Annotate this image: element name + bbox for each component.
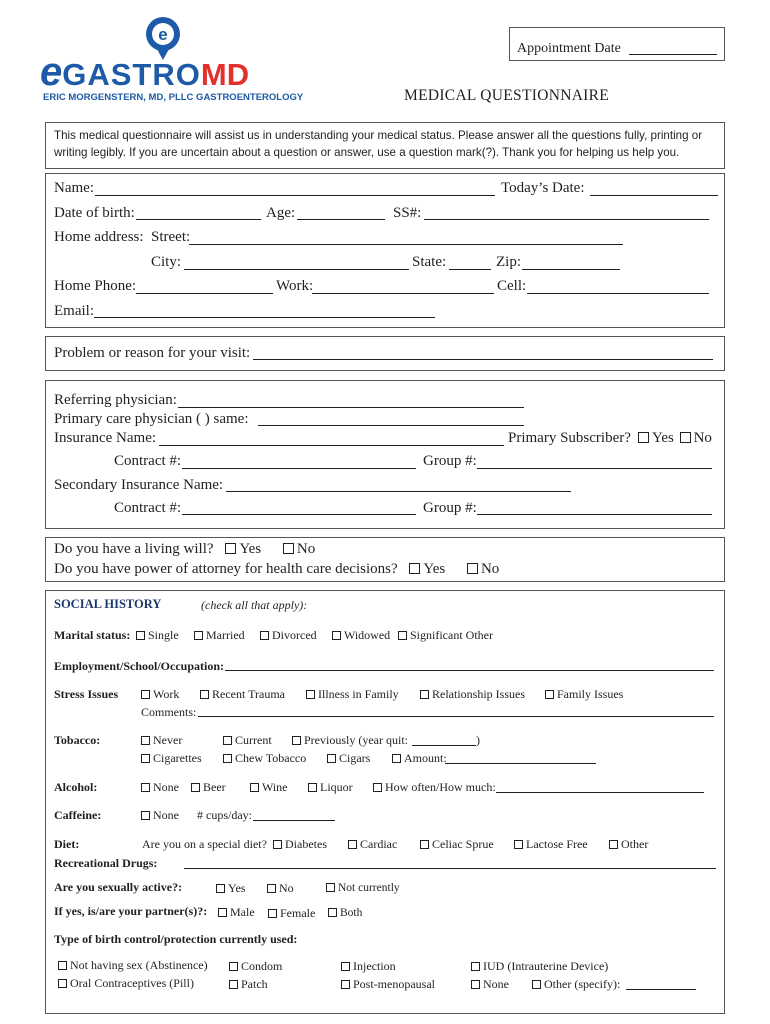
visit-box (45, 336, 725, 371)
birth-injection-checkbox[interactable] (341, 962, 350, 971)
name-label: Name: (54, 180, 94, 196)
tobacco-cigarettes-label: Cigarettes (153, 751, 202, 765)
alcohol-beer-label: Beer (203, 780, 226, 794)
living-will-yes-label: Yes (239, 541, 262, 557)
birth-other-label: Other (specify): (544, 977, 621, 991)
living-will-no-label: No (296, 541, 316, 557)
birth-injection-label: Injection (353, 959, 396, 973)
marital-label: Marital status: (54, 628, 131, 642)
alcohol-wine-checkbox[interactable] (250, 783, 259, 792)
birth-iud-label: IUD (Intrauterine Device) (483, 959, 609, 973)
sexual-not-currently-checkbox[interactable] (326, 883, 335, 892)
logo-gastro: GASTRO (62, 57, 201, 92)
email-field[interactable] (94, 317, 435, 318)
sexual-no-label: No (279, 881, 294, 895)
partner-label: If yes, is/are your partner(s)?: (54, 904, 208, 918)
contract2-label: Contract #: (114, 500, 182, 516)
diet-diabetes-checkbox[interactable] (273, 840, 282, 849)
tobacco-year-close: ) (476, 733, 480, 747)
dob-field[interactable] (136, 219, 261, 220)
alcohol-none-label: None (153, 780, 179, 794)
tobacco-chew-label: Chew Tobacco (235, 751, 307, 765)
marital-widowed-checkbox[interactable] (332, 631, 341, 640)
street-label: Street: (151, 229, 191, 245)
diet-celiac-label: Celiac Sprue (432, 837, 494, 851)
alcohol-label: Alcohol: (54, 780, 98, 794)
comments-label: Comments: (141, 705, 197, 719)
page-title: MEDICAL QUESTIONNAIRE (404, 87, 610, 104)
stress-illness-label: Illness in Family (318, 687, 399, 701)
home-phone-label: Home Phone: (54, 278, 137, 294)
alcohol-liquor-checkbox[interactable] (308, 783, 317, 792)
birth-pill-checkbox[interactable] (58, 979, 67, 988)
logo-subtitle: ERIC MORGENSTERN, MD, PLLC GASTROENTEROLOGY (43, 92, 304, 103)
insurance-box (45, 380, 725, 529)
city-label: City: (151, 254, 182, 270)
partner-male-label: Male (230, 905, 255, 919)
marital-married-label: Married (206, 628, 245, 642)
state-field[interactable] (449, 269, 491, 270)
alcohol-how-field[interactable] (496, 792, 704, 793)
logo (40, 12, 304, 107)
birth-post-menopausal-label: Post-menopausal (353, 977, 435, 991)
group-field[interactable] (477, 468, 712, 469)
todays-date-field[interactable] (590, 195, 718, 196)
stress-label: Stress Issues (54, 687, 119, 701)
logo-e: e (40, 50, 63, 94)
appointment-date-field[interactable] (629, 54, 717, 55)
ss-label: SS#: (393, 205, 422, 221)
contract2-field[interactable] (182, 514, 416, 515)
birth-none-label: None (483, 977, 509, 991)
partner-female-checkbox[interactable] (268, 909, 277, 918)
diet-lactose-checkbox[interactable] (514, 840, 523, 849)
diet-cardiac-label: Cardiac (360, 837, 398, 851)
living-will-label: Do you have a living will? (54, 541, 214, 557)
legal-box (45, 537, 725, 582)
primary-subscriber-label: Primary Subscriber? (508, 430, 631, 446)
primary-care-field[interactable] (258, 425, 524, 426)
stress-relationship-checkbox[interactable] (420, 690, 429, 699)
tobacco-never-label: Never (153, 733, 183, 747)
name-field[interactable] (95, 195, 495, 196)
intro-box (45, 122, 725, 169)
stress-trauma-label: Recent Trauma (212, 687, 285, 701)
birth-condom-checkbox[interactable] (229, 962, 238, 971)
caffeine-none-label: None (153, 808, 179, 822)
secondary-insurance-label: Secondary Insurance Name: (54, 477, 224, 493)
poa-label: Do you have power of attorney for health care decisions? (54, 561, 398, 577)
stress-work-label: Work (153, 687, 180, 701)
insurance-name-label: Insurance Name: (54, 430, 157, 446)
tobacco-never-checkbox[interactable] (141, 736, 150, 745)
birth-iud-checkbox[interactable] (471, 962, 480, 971)
birth-control-label: Type of birth control/protection currently used: (54, 932, 298, 946)
sexually-active-label: Are you sexually active?: (54, 880, 183, 894)
marital-significant-other-checkbox[interactable] (398, 631, 407, 640)
social-history-box (45, 590, 725, 1014)
sexual-not-currently-label: Not currently (338, 882, 400, 894)
stress-family-checkbox[interactable] (545, 690, 554, 699)
problem-field[interactable] (253, 359, 713, 360)
alcohol-how-label: How often/How much: (385, 780, 496, 794)
birth-post-menopausal-checkbox[interactable] (341, 980, 350, 989)
stress-work-checkbox[interactable] (141, 690, 150, 699)
diet-label: Diet: (54, 837, 80, 851)
tobacco-label: Tobacco: (54, 733, 101, 747)
tobacco-amount-label: Amount: (404, 751, 447, 765)
cell-phone-field[interactable] (527, 293, 709, 294)
logo-md: MD (200, 57, 250, 92)
birth-patch-label: Patch (241, 977, 268, 991)
caffeine-cups-label: # cups/day: (197, 808, 252, 822)
birth-abstinence-checkbox[interactable] (58, 961, 67, 970)
work-phone-field[interactable] (312, 293, 494, 294)
living-will-yes-checkbox[interactable] (225, 543, 236, 554)
tobacco-amount-field[interactable] (445, 763, 596, 764)
diet-celiac-checkbox[interactable] (420, 840, 429, 849)
appointment-date-label: Appointment Date (517, 41, 621, 56)
ss-field[interactable] (424, 219, 709, 220)
primary-care-label: Primary care physician ( ) same: (54, 411, 249, 427)
dob-label: Date of birth: (54, 205, 135, 221)
caffeine-label: Caffeine: (54, 808, 102, 822)
alcohol-none-checkbox[interactable] (141, 783, 150, 792)
tobacco-chew-checkbox[interactable] (223, 754, 232, 763)
alcohol-liquor-label: Liquor (320, 780, 353, 794)
todays-date-label: Today’s Date: (501, 180, 585, 196)
diet-other-label: Other (621, 837, 649, 851)
home-address-label: Home address: (54, 229, 144, 245)
caffeine-none-checkbox[interactable] (141, 811, 150, 820)
poa-no-label: No (480, 561, 500, 577)
state-label: State: (412, 254, 447, 270)
drugs-label: Recreational Drugs: (54, 856, 158, 870)
group-label: Group #: (423, 453, 477, 469)
birth-pill-label: Oral Contraceptives (Pill) (70, 976, 194, 990)
marital-single-checkbox[interactable] (136, 631, 145, 640)
contract-label: Contract #: (114, 453, 182, 469)
home-phone-field[interactable] (136, 293, 273, 294)
birth-none-checkbox[interactable] (471, 980, 480, 989)
social-history-heading: SOCIAL HISTORY (54, 597, 162, 611)
intro-line-2: writing legibly. If you are uncertain about a question or answer, use a question mark(?). Thank you for helping us help you. (54, 146, 680, 159)
email-label: Email: (54, 303, 94, 319)
age-field[interactable] (297, 219, 385, 220)
partner-both-label: Both (340, 907, 363, 919)
tobacco-amount-checkbox[interactable] (392, 754, 401, 763)
alcohol-wine-label: Wine (262, 780, 288, 794)
problem-label: Problem or reason for your visit: (54, 345, 251, 361)
stress-relationship-label: Relationship Issues (432, 687, 525, 701)
subscriber-no-checkbox[interactable] (680, 432, 691, 443)
tobacco-current-checkbox[interactable] (223, 736, 232, 745)
patient-info-box (45, 173, 725, 328)
subscriber-yes-label: Yes (652, 430, 674, 446)
age-label: Age: (266, 205, 296, 221)
birth-other-field[interactable] (626, 989, 696, 990)
contract-field[interactable] (182, 468, 416, 469)
appointment-box (509, 27, 725, 61)
stress-illness-checkbox[interactable] (306, 690, 315, 699)
birth-condom-label: Condom (241, 959, 283, 973)
birth-abstinence-label: Not having sex (Abstinence) (70, 958, 208, 972)
marital-significant-other-label: Significant Other (410, 628, 493, 642)
poa-yes-label: Yes (423, 561, 446, 577)
work-phone-label: Work: (276, 278, 314, 294)
diet-question: Are you on a special diet? (142, 837, 267, 851)
diet-lactose-label: Lactose Free (526, 837, 588, 851)
sexual-yes-checkbox[interactable] (216, 884, 225, 893)
partner-male-checkbox[interactable] (218, 908, 227, 917)
birth-patch-checkbox[interactable] (229, 980, 238, 989)
sexual-no-checkbox[interactable] (267, 884, 276, 893)
diet-other-checkbox[interactable] (609, 840, 618, 849)
tobacco-year-quit-field[interactable] (412, 745, 476, 746)
subscriber-no-label: No (693, 430, 712, 446)
diet-diabetes-label: Diabetes (285, 837, 327, 851)
tobacco-current-label: Current (235, 733, 272, 747)
comments-field[interactable] (198, 716, 714, 717)
drugs-field[interactable] (184, 868, 716, 869)
zip-field[interactable] (522, 269, 620, 270)
tobacco-previously-label: Previously (year quit: (304, 733, 408, 747)
group2-field[interactable] (477, 514, 712, 515)
living-will-no-checkbox[interactable] (283, 543, 294, 554)
caffeine-cups-field[interactable] (253, 820, 335, 821)
secondary-insurance-field[interactable] (226, 491, 571, 492)
partner-female-label: Female (280, 906, 316, 920)
marital-single-label: Single (148, 628, 179, 642)
employment-field[interactable] (225, 670, 714, 671)
city-field[interactable] (184, 269, 409, 270)
referring-field[interactable] (178, 407, 524, 408)
marital-widowed-label: Widowed (344, 628, 391, 642)
alcohol-how-checkbox[interactable] (373, 783, 382, 792)
diet-cardiac-checkbox[interactable] (348, 840, 357, 849)
alcohol-beer-checkbox[interactable] (191, 783, 200, 792)
partner-both-checkbox[interactable] (328, 908, 337, 917)
stress-trauma-checkbox[interactable] (200, 690, 209, 699)
intro-line-1: This medical questionnaire will assist us in understanding your medical status. Please answer all the questions fully, printing or (54, 129, 703, 142)
tobacco-cigars-checkbox[interactable] (327, 754, 336, 763)
marital-divorced-checkbox[interactable] (260, 631, 269, 640)
birth-other-checkbox[interactable] (532, 980, 541, 989)
street-field[interactable] (189, 244, 623, 245)
tobacco-cigarettes-checkbox[interactable] (141, 754, 150, 763)
svg-text:e: e (158, 25, 168, 44)
tobacco-cigars-label: Cigars (339, 751, 371, 765)
cell-phone-label: Cell: (497, 278, 527, 294)
group2-label: Group #: (423, 500, 477, 516)
check-all-note: (check all that apply): (201, 598, 308, 612)
marital-divorced-label: Divorced (272, 628, 317, 642)
stress-family-label: Family Issues (557, 687, 624, 701)
sexual-yes-label: Yes (228, 881, 246, 895)
referring-label: Referring physician: (54, 392, 177, 408)
subscriber-yes-checkbox[interactable] (638, 432, 649, 443)
poa-no-checkbox[interactable] (467, 563, 478, 574)
zip-label: Zip: (496, 254, 521, 270)
insurance-name-field[interactable] (159, 445, 504, 446)
employment-label: Employment/School/Occupation: (54, 659, 225, 673)
marital-married-checkbox[interactable] (194, 631, 203, 640)
poa-yes-checkbox[interactable] (409, 563, 420, 574)
tobacco-previously-checkbox[interactable] (292, 736, 301, 745)
